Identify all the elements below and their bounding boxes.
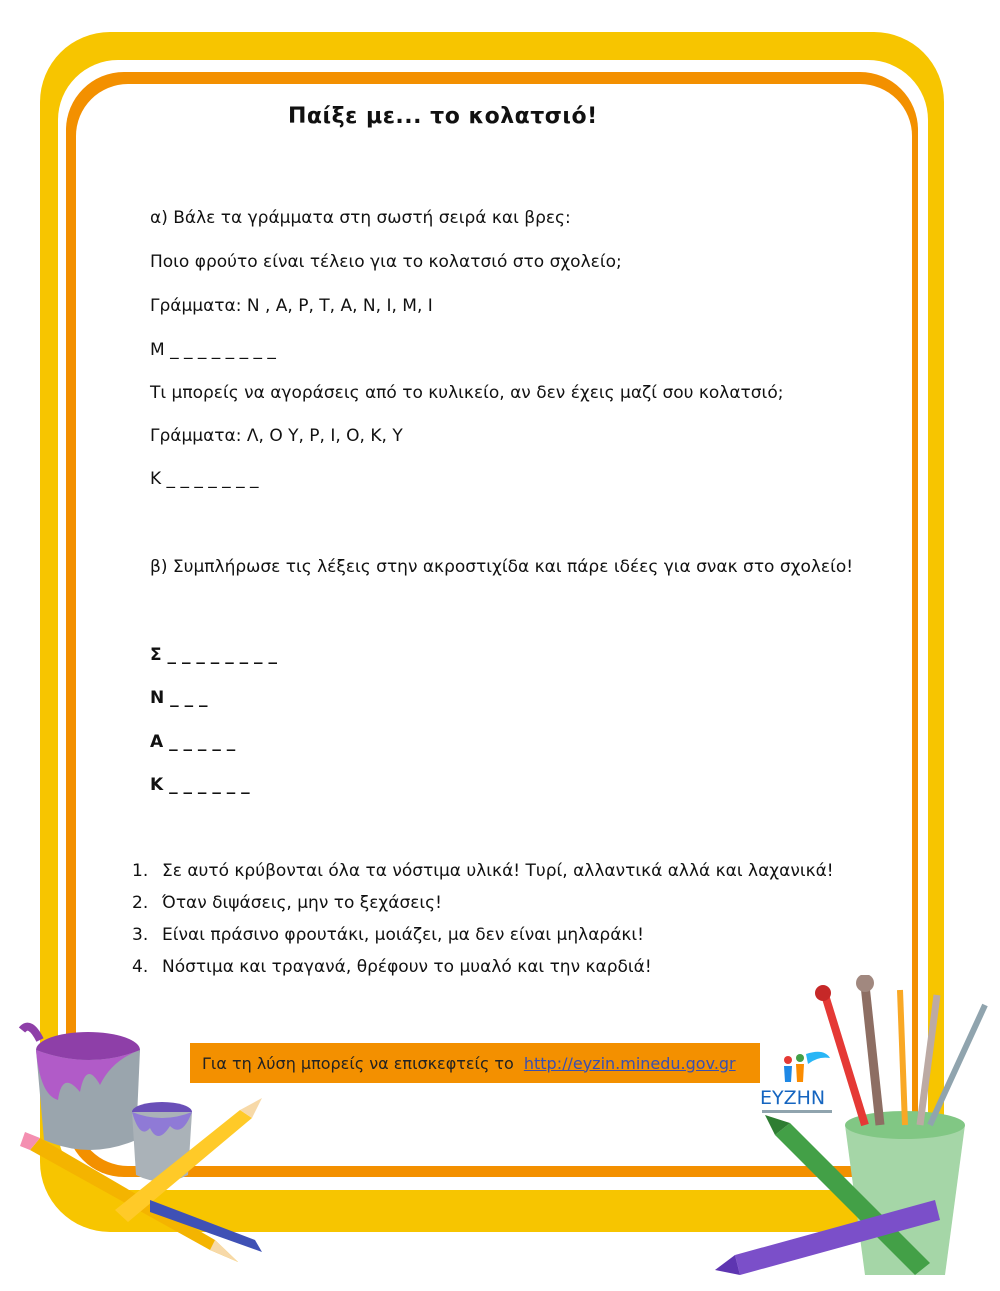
clue-number: 1. — [132, 861, 149, 881]
solution-text: Για τη λύση μπορείς να επισκεφτείς το — [202, 1053, 514, 1073]
clue-number: 3. — [132, 925, 149, 945]
question-1-letters: Γράμματα: Ν , Α, Ρ, Τ, Α, Ν, Ι, Μ, Ι — [150, 296, 433, 316]
clue-text: Νόστιμα και τραγανά, θρέφουν το μυαλό και την καρδιά! — [162, 957, 652, 977]
question-2: Τι μπορείς να αγοράσεις από το κυλικείο, αν δεν έχεις μαζί σου κολατσιό; — [150, 383, 784, 403]
brushes-crayons-illustration — [715, 975, 1000, 1291]
question-2-answer: Κ _ _ _ _ _ _ _ — [150, 469, 259, 489]
part-a-instruction: α) Βάλε τα γράμματα στη σωστή σειρά και βρες: — [150, 208, 571, 228]
clue-text: Είναι πράσινο φρουτάκι, μοιάζει, μα δεν είναι μηλαράκι! — [162, 925, 645, 945]
svg-text:ΕΥΖΗΝ: ΕΥΖΗΝ — [760, 1087, 826, 1109]
page-title: Παίξε με... το κολατσιό! — [288, 104, 598, 129]
question-1: Ποιο φρούτο είναι τέλειο για το κολατσιό στο σχολείο; — [150, 252, 622, 272]
clue-text: Όταν διψάσεις, μην το ξεχάσεις! — [162, 893, 442, 913]
paint-cans-illustration — [0, 1000, 290, 1291]
question-1-answer: Μ _ _ _ _ _ _ _ _ — [150, 340, 276, 360]
clue-number: 4. — [132, 957, 149, 977]
solution-link[interactable]: http://eyzin.minedu.gov.gr — [523, 1053, 736, 1073]
clue-text: Σε αυτό κρύβονται όλα τα νόστιμα υλικά! Τυρί, αλλαντικά αλλά και λαχανικά! — [162, 861, 834, 881]
acrostic-row: Α _ _ _ _ _ — [150, 732, 236, 752]
acrostic-row: Σ _ _ _ _ _ _ _ _ — [150, 645, 277, 665]
acrostic-row: Ν _ _ _ — [150, 688, 208, 708]
acrostic-row: Κ _ _ _ _ _ _ — [150, 775, 250, 795]
part-b-instruction: β) Συμπλήρωσε τις λέξεις στην ακροστιχίδα και πάρε ιδέες για σνακ στο σχολείο! — [150, 557, 854, 577]
clue-number: 2. — [132, 893, 149, 913]
question-2-letters: Γράμματα: Λ, Ο Υ, Ρ, Ι, Ο, Κ, Υ — [150, 426, 403, 446]
